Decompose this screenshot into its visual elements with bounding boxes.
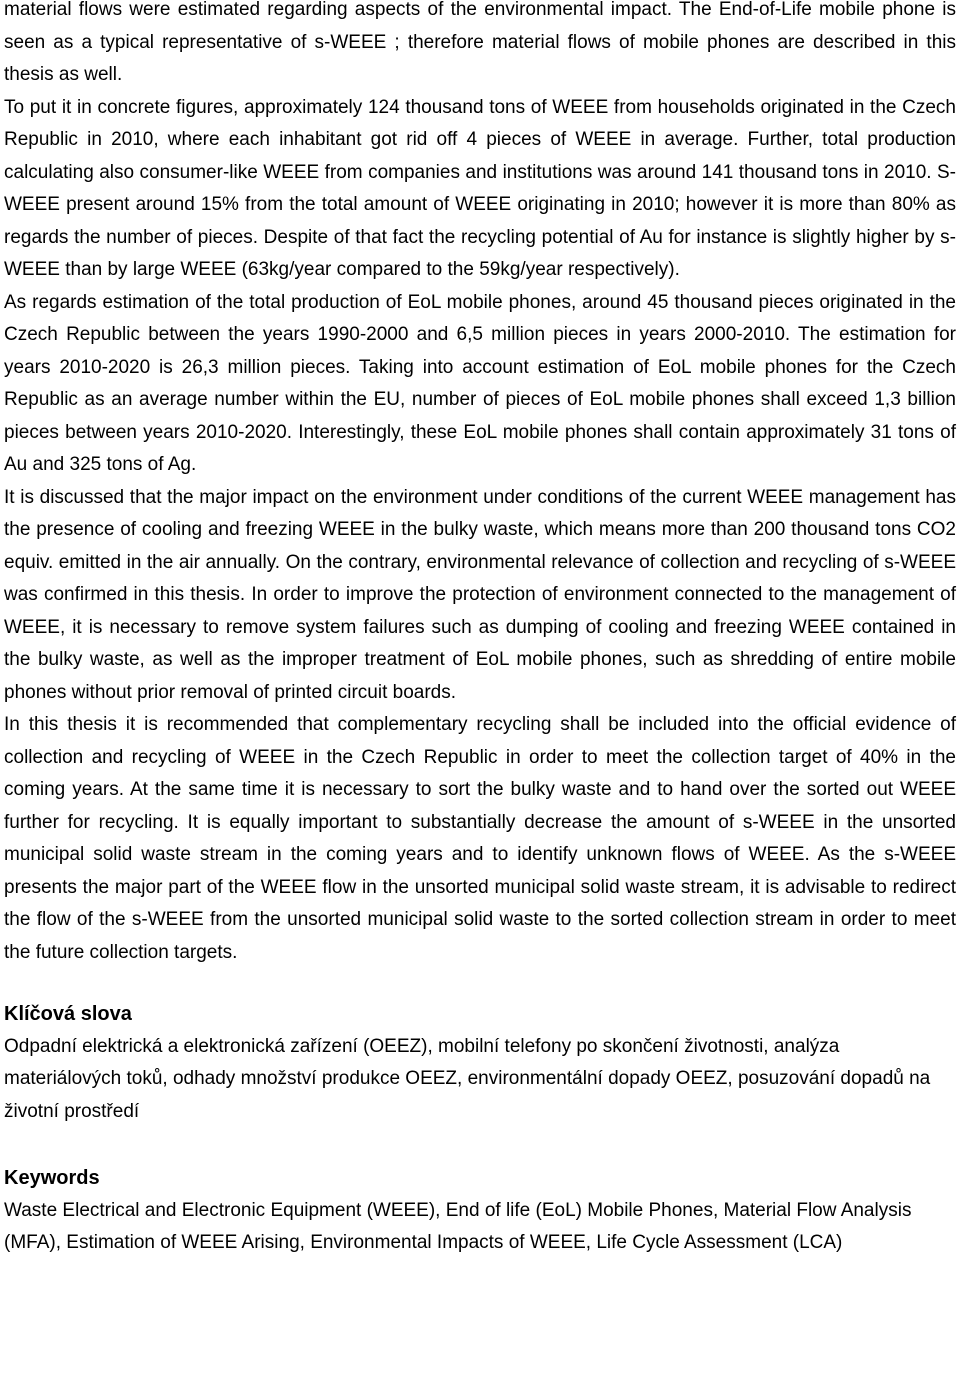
paragraph-material-flows: material flows were estimated regarding aspects of the environmental impact. The End-of-Life mobile phone is seen as a typical representative of s-WEEE ; therefore material flows of mobile phones are described in this thesis as well. xyxy=(4,0,956,85)
klicova-slova-section xyxy=(4,998,956,1128)
paragraph-eol-mobile-phones: As regards estimation of the total production of EoL mobile phones, around 45 thousand pieces originated in the Czech Republic between the years 1990-2000 and 6,5 million pieces in years 2000-2010. The estimation for years 2010-2020 is 26,3 million pieces. Taking into account estimation of EoL mobile phones for the Czech Republic as an average number within the EU, number of pieces of EoL mobile phones shall exceed 1,3 billion pieces between years 2010-2020. Interestingly, these EoL mobile phones shall contain approximately 31 tons of Au and 325 tons of Ag. xyxy=(4,291,956,475)
keywords-text: Waste Electrical and Electronic Equipment (WEEE), End of life (EoL) Mobile Phones, Material Flow Analysis (MFA), Estimation of WEEE Arising, Environmental Impacts of WEEE, Life Cycle Assessment (LCA) xyxy=(4,1199,912,1253)
keywords-section xyxy=(4,1162,956,1260)
paragraph-recommendations: In this thesis it is recommended that complementary recycling shall be included into the official evidence of collection and recycling of WEEE in the Czech Republic in order to meet the collection target of 40% in the coming years. At the same time it is necessary to sort the bulky waste and to hand over the sorted out WEEE further for recycling. It is equally important to substantially decrease the amount of s-WEEE in the unsorted municipal solid waste stream in the coming years and to identify unknown flows of WEEE. As the s-WEEE presents the major part of the WEEE flow in the unsorted municipal solid waste stream, it is advisable to redirect the flow of the s-WEEE from the unsorted municipal solid waste to the sorted collection stream in order to meet the future collection targets. xyxy=(4,714,956,963)
klicova-slova-heading: Klíčová slova xyxy=(4,1003,132,1025)
paragraph-environmental-impact: It is discussed that the major impact on the environment under conditions of the current WEEE management has the presence of cooling and freezing WEEE in the bulky waste, which means more than 200 thousand tons CO2 equiv. emitted in the air annually. On the contrary, environmental relevance of collection and recycling of s-WEEE was confirmed in this thesis. In order to improve the protection of environment connected to the management of WEEE, it is necessary to remove system failures such as dumping of cooling and freezing WEEE contained in the bulky waste, as well as the improper treatment of EoL mobile phones, such as shredding of entire mobile phones without prior removal of printed circuit boards. xyxy=(4,486,956,703)
klicova-slova-text: Odpadní elektrická a elektronická zařízení (OEEZ), mobilní telefony po skončení životnosti, analýza materiálových toků, odhady množství produkce OEEZ, environmentální dopady OEEZ, posuzování dopadů na životní prostředí xyxy=(4,1035,931,1122)
keywords-heading: Keywords xyxy=(4,1167,100,1189)
paragraph-concrete-figures: To put it in concrete figures, approximately 124 thousand tons of WEEE from households originated in the Czech Republic in 2010, where each inhabitant got rid off 4 pieces of WEEE in average. Further, total production calculating also consumer-like WEEE from companies and institutions was around 141 thousand tons in 2010. S-WEEE present around 15% from the total amount of WEEE originating in 2010; however it is more than 80% as regards the number of pieces. Despite of that fact the recycling potential of Au for instance is slightly higher by s-WEEE than by large WEEE (63kg/year compared to the 59kg/year respectively). xyxy=(4,96,956,280)
